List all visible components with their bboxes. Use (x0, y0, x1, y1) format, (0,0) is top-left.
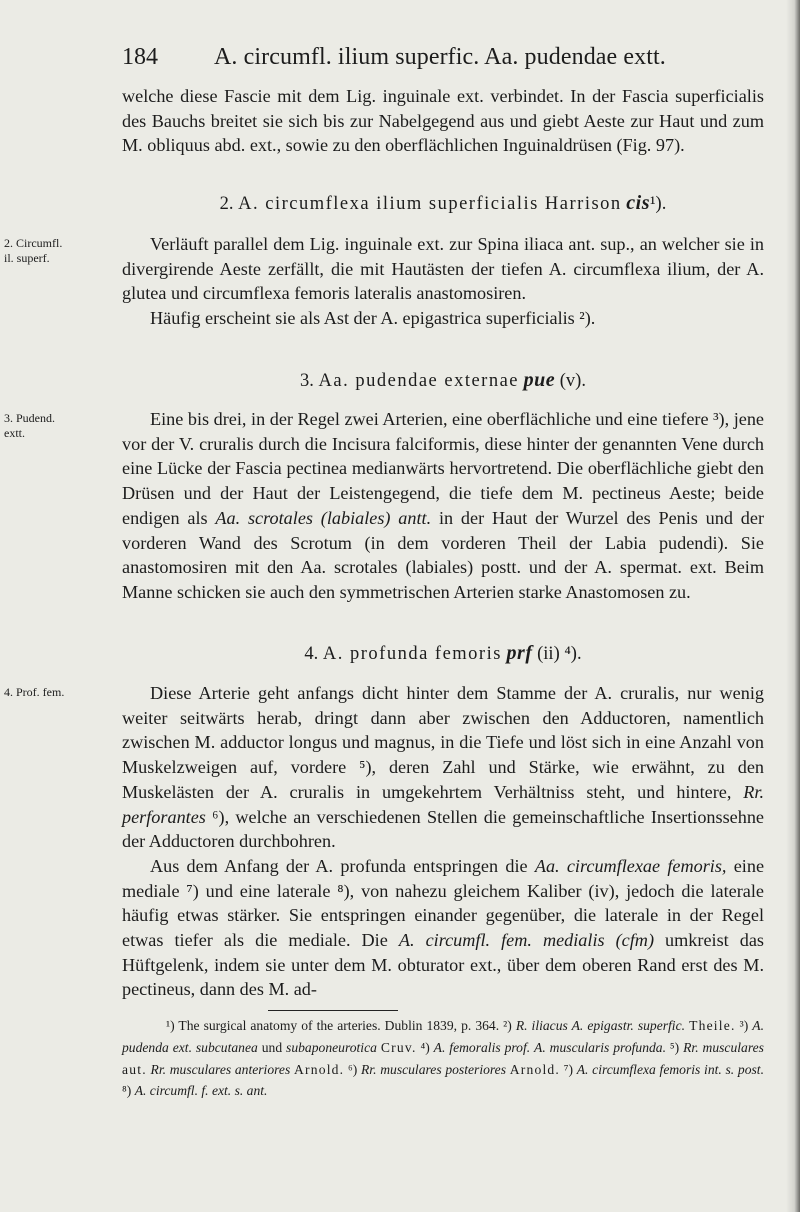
section-3-body: Eine bis drei, in der Regel zwei Arterien, eine oberflächliche und eine tiefere ³), jene vor der V. cruralis durch die Incisura falciformis, diese hinter der genannten Vene durch eine Lücke der Fascia pectinea medianwärts hervortretend. Die oberflächliche giebt den Drüsen und der Haut der Leistengegend, die tiefe dem M. pectineus Aeste; beide endigen als Aa. scrotales (labiales) antt. in der Haut der Wurzel des Penis und der vorderen Wand des Scrotum (in dem vorderen Theil der Labia pudendi). Sie anastomosiren mit den Aa. scrotales (labiales) postt. und der A. spermat. ext. Beim Manne schicken sie auch den symmetrischen Arterien starke Anastomosen zu. (122, 409, 764, 602)
page-number: 184 (122, 44, 158, 70)
page-header (122, 44, 762, 76)
footnotes: ¹) The surgical anatomy of the arteries. Dublin 1839, p. 364. ²) R. iliacus A. epigastr. superfic. Theile. ³) A. pudenda ext. subcutanea und subaponeurotica Cruv. ⁴) A. femoralis prof. A. muscularis profunda. ⁵) Rr. musculares aut. Rr. musculares anteriores Arnold. ⁶) Rr. musculares posteriores Arnold. ⁷) A. circumflexa femoris int. s. post. ⁸) A. circumfl. f. ext. s. ant. (122, 1018, 764, 1099)
page-binding-shadow (786, 0, 800, 1212)
intro-paragraph: welche diese Fascie mit dem Lig. inguinale ext. verbindet. In der Fascia superficialis des Bauchs breitet sie sich bis zur Nabelgegend aus und giebt Aeste zur Haut und zum M. obliquus abd. ext., sowie zu den oberflächlichen Inguinaldrüsen (Fig. 97). (122, 86, 764, 156)
section-3-heading: 3. Aa. pudendae externae pue (v). (300, 369, 586, 391)
footnote-rule (268, 1010, 398, 1011)
section-4-heading: 4. A. profunda femoris prf (ii) ⁴). (304, 642, 582, 664)
running-title: A. circumfl. ilium superfic. Aa. pudendae extt. (214, 44, 666, 70)
section-4-body: Diese Arterie geht anfangs dicht hinter dem Stamme der A. cruralis, nur wenig weiter seitwärts herab, dringt dann aber zwischen den Adductoren, namentlich zwischen M. adductor longus und magnus, in die Tiefe und löst sich in eine Anzahl von Muskelzweigen auf, vordere ⁵), deren Zahl und Stärke, wie erwähnt, zu den Muskelästen der A. cruralis in umgekehrtem Verhältniss steht, und hintere, Rr. perforantes ⁶), welche an verschiedenen Stellen die gemeinschaftliche Insertionssehne der Adductoren durchbohren. Aus dem Anfang der A. profunda entspringen die Aa. circumflexae femoris, eine mediale ⁷) und eine laterale ⁸), von nahezu gleichem Kaliber (iv), jedoch die laterale häufig etwas stärker. Sie entspringen einander gegenüber, die laterale in der Regel etwas tiefer als die mediale. Die A. circumfl. fem. medialis (cfm) umkreist das Hüftgelenk, indem sie unter dem M. obturator ext., über dem oberen Rand erst des M. pectineus, dann des M. ad- (122, 683, 765, 1000)
section-2-body: Verläuft parallel dem Lig. inguinale ext. zur Spina iliaca ant. sup., an welcher sie in divergirende Aeste zerfällt, die mit Hautästen der tiefen A. circumflexa ilium, der A. glutea und circumflexa femoris lateralis anastomosiren. Häufig erscheint sie als Ast der A. epigastrica superficialis ²). (122, 234, 764, 329)
margin-note-4: 4. Prof. fem. (4, 685, 65, 699)
margin-note-2: 2. Circumfl. il. superf. (4, 236, 63, 265)
section-2-heading: 2. A. circumflexa ilium superficialis Harrison cis¹). (219, 192, 667, 214)
margin-note-3: 3. Pudend. extt. (4, 411, 55, 440)
